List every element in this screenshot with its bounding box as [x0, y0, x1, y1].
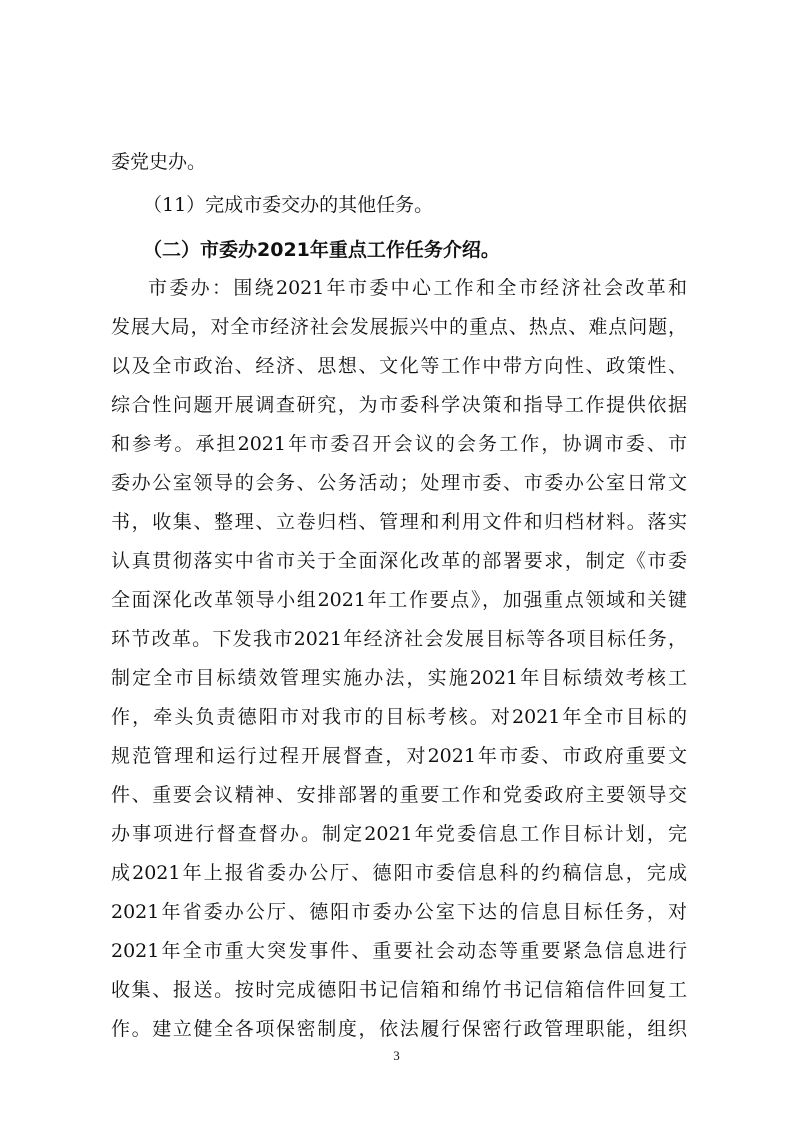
- paragraph-line: 市委办：围绕2021年市委中心工作和全市经济社会改革和: [148, 277, 687, 299]
- paragraph-line: 件、重要会议精神、安排部署的重要工作和党委政府主要领导交: [111, 784, 687, 806]
- page-number: 3: [393, 1048, 400, 1063]
- text-line: 委党史办。: [111, 151, 207, 173]
- paragraph-line: 书，收集、整理、立卷归档、管理和利用文件和归档材料。落实: [111, 511, 687, 533]
- paragraph-line: 以及全市政治、经济、思想、文化等工作中带方向性、政策性、: [111, 355, 687, 377]
- paragraph-line: 认真贯彻落实中省市关于全面深化改革的部署要求，制定《市委: [111, 550, 687, 572]
- paragraph-line: 制定全市目标绩效管理实施办法，实施2021年目标绩效考核工: [111, 667, 687, 689]
- paragraph-line: 综合性问题开展调查研究，为市委科学决策和指导工作提供依据: [111, 394, 687, 416]
- paragraph-line: 发展大局，对全市经济社会发展振兴中的重点、热点、难点问题，: [111, 316, 687, 338]
- paragraph-line: 2021年省委办公厅、德阳市委办公室下达的信息目标任务，对: [111, 901, 687, 923]
- paragraph-line: 作。建立健全各项保密制度，依法履行保密行政管理职能，组织: [111, 1018, 687, 1040]
- paragraph-line: 委办公室领导的会务、公务活动；处理市委、市委办公室日常文: [111, 472, 687, 494]
- paragraph-line: 收集、报送。按时完成德阳书记信箱和绵竹书记信箱信件回复工: [111, 979, 687, 1001]
- paragraph-line: 办事项进行督查督办。制定2021年党委信息工作目标计划，完: [111, 823, 687, 845]
- section-heading: （二）市委办2021年重点工作任务介绍。: [143, 239, 500, 261]
- paragraph-line: 规范管理和运行过程开展督查，对2021年市委、市政府重要文: [111, 745, 687, 767]
- paragraph-line: 环节改革。下发我市2021年经济社会发展目标等各项目标任务，: [111, 628, 687, 650]
- paragraph-line: 全面深化改革领导小组2021年工作要点》，加强重点领域和关键: [111, 589, 687, 611]
- paragraph-line: 2021年全市重大突发事件、重要社会动态等重要紧急信息进行: [111, 940, 687, 962]
- list-item-11: （11）完成市委交办的其他任务。: [143, 194, 434, 216]
- paragraph-line: 作，牵头负责德阳市对我市的目标考核。对2021年全市目标的: [111, 706, 687, 728]
- paragraph-line: 和参考。承担2021年市委召开会议的会务工作，协调市委、市: [111, 433, 687, 455]
- paragraph-line: 成2021年上报省委办公厅、德阳市委信息科的约稿信息，完成: [111, 862, 687, 884]
